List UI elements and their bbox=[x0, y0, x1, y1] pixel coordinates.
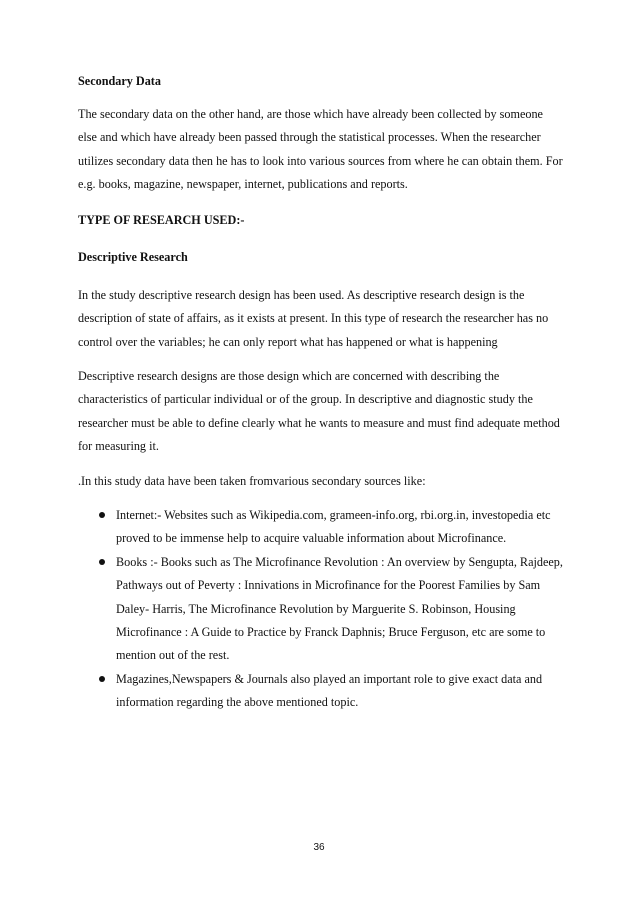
descriptive-text-1: In the study descriptive research design has been used. As descriptive research design is the description of state of affairs, as it exists at present. In this type of research the researcher has no control over the variables; he can only report what has happened or what is happening bbox=[78, 288, 549, 349]
sources-intro bbox=[78, 470, 563, 493]
list-item bbox=[78, 551, 563, 668]
bullet-text-internet: Internet:- Websites such as Wikipedia.com, grameen-info.org, rbi.org.in, investopedia etc proved to be immense help to acquire valuable information about Microfinance. bbox=[116, 508, 551, 546]
descriptive-research-heading: Descriptive Research bbox=[78, 250, 188, 264]
secondary-data-text: The secondary data on the other hand, are those which have already been collected by someone else and which have already been passed through the statistical processes. When the researcher utilizes secondary data then he has to look into various sources from where he can obtain them. For e.g. books, magazine, newspaper, internet, publications and reports. bbox=[78, 107, 563, 192]
sources-list bbox=[78, 504, 563, 715]
type-of-research-heading: TYPE OF RESEARCH USED:- bbox=[78, 213, 245, 227]
secondary-data-paragraph bbox=[78, 103, 563, 197]
descriptive-paragraph-1 bbox=[78, 284, 563, 354]
bullet-icon bbox=[99, 512, 105, 518]
descriptive-paragraph-2 bbox=[78, 365, 563, 459]
sources-intro-text: .In this study data have been taken fromvarious secondary sources like: bbox=[78, 474, 426, 488]
bullet-icon bbox=[99, 559, 105, 565]
bullet-icon bbox=[99, 676, 105, 682]
secondary-data-heading: Secondary Data bbox=[78, 74, 161, 88]
bullet-text-magazines: Magazines,Newspapers & Journals also played an important role to give exact data and information regarding the above mentioned topic. bbox=[116, 671, 543, 710]
bullet-text-books: Books :- Books such as The Microfinance Revolution : An overview by Sengupta, Rajdeep, Pathways out of Peverty : Innivations in Microfinance for the Poorest Families by Sam Daley- Harris, The Microfinance Revolution by Marguerite S. Robinson, Housing Microfinance : A Guide to Practice by Franck Daphnis; Bruce Ferguson, etc are some to mention out of the rest. bbox=[116, 554, 563, 663]
page-number: 36 bbox=[313, 842, 325, 853]
descriptive-text-2: Descriptive research designs are those design which are concerned with describing the characteristics of particular individual or of the group. In descriptive and diagnostic study the researcher must be able to define clearly what he wants to measure and must find adequate method for measuring it. bbox=[78, 369, 560, 454]
list-item bbox=[78, 504, 563, 551]
list-item bbox=[78, 668, 563, 715]
